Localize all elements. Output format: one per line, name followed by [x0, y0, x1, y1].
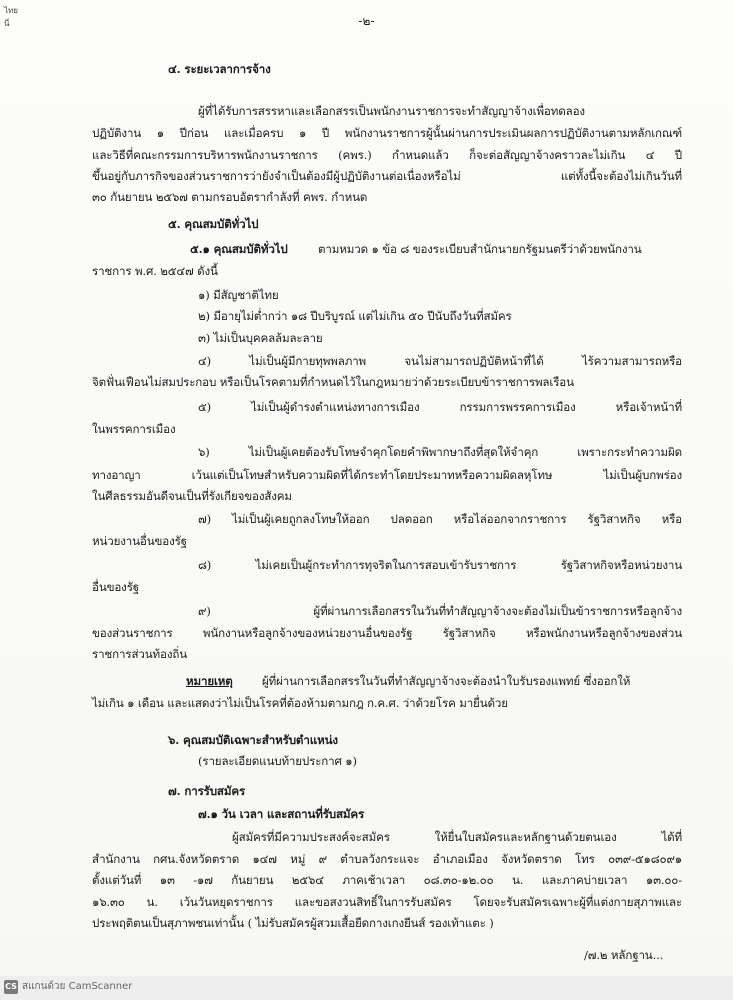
qualification-item-cont: ของส่วนราชการ พนักงานหรือลูกจ้างของหน่วยงานอื่นของรัฐ รัฐวิสาหกิจ หรือพนักงานหรือลูกจ้างของส่วน — [92, 626, 682, 640]
page-number: -๒- — [358, 14, 375, 28]
qualification-item: ๔) ไม่เป็นผู้มีกายทุพพลภาพ จนไม่สามารถปฏิบัติหน้าที่ได้ ไร้ความสามารถหรือ — [198, 354, 682, 368]
section7-line: ๑๖.๓๐ น. เว้นวันหยุดราชการ และขอสงวนสิทธิ์ในการรับสมัคร โดยจะรับสมัครเฉพาะผู้ที่แต่งกายสุภาพและ — [92, 895, 682, 909]
section7-line: ประพฤติตนเป็นสุภาพชนเท่านั้น ( ไม่รับสมัครผู้สวมเสื้อยืดกางเกงยีนส์ รองเท้าแตะ ) — [92, 916, 494, 930]
qualification-item: ๒) มีอายุไม่ต่ำกว่า ๑๘ ปีบริบูรณ์ แต่ไม่เกิน ๕๐ ปีนับถึงวันที่สมัคร — [198, 309, 512, 323]
qualification-item: ๙) ผู้ที่ผ่านการเลือกสรรในวันที่ทำสัญญาจ้างจะต้องไม่เป็นข้าราชการหรือลูกจ้าง — [198, 604, 682, 618]
qualification-item: ๖) ไม่เป็นผู้เคยต้องรับโทษจำคุกโดยคำพิพากษาถึงที่สุดให้จำคุก เพราะกระทำความผิด — [198, 445, 682, 459]
section7-1-heading: ๗.๑ วัน เวลา และสถานที่รับสมัคร — [198, 807, 365, 821]
section6-detail: (รายละเอียดแนบท้ายประกาศ ๑) — [198, 754, 357, 768]
note-label: หมายเหตุ — [186, 674, 233, 688]
continuation-marker: /๗.๒ หลักฐาน... — [584, 948, 664, 962]
qualification-item-cont: อื่นของรัฐ — [92, 580, 140, 594]
section4-line: ขึ้นอยู่กับภารกิจของส่วนราชการว่ายังจำเป็นต้องมีผู้ปฏิบัติงานต่อเนื่องหรือไม่ แต่ทั้งนี้จะต้องไม่เกินวันที่ — [92, 169, 682, 183]
section6-heading: ๖. คุณสมบัติเฉพาะสำหรับตำแหน่ง — [168, 733, 338, 747]
section5-1-intro: ตามหมวด ๑ ข้อ ๘ ของระเบียบสำนักนายกรัฐมนตรีว่าด้วยพนักงาน — [318, 242, 642, 256]
section4-heading: ๔. ระยะเวลาการจ้าง — [168, 62, 271, 76]
qualification-item: ๗) ไม่เป็นผู้เคยถูกลงโทษให้ออก ปลดออก หรือไล่ออกจากราชการ รัฐวิสาหกิจ หรือ — [198, 512, 682, 526]
qualification-item-cont: หน่วยงานอื่นของรัฐ — [92, 534, 187, 548]
section7-line: สำนักงาน กศน.จังหวัดตราด ๑๔๗ หมู่ ๙ ตำบลวังกระแจะ อำเภอเมือง จังหวัดตราด โทร ๐๓๙-๕๑๘๐๙๑ — [92, 852, 682, 866]
section5-heading: ๕. คุณสมบัติทั่วไป — [168, 217, 259, 231]
section7-line: ผู้สมัครที่มีความประสงค์จะสมัคร ให้ยื่นใบสมัครและหลักฐานด้วยตนเอง ได้ที่ — [232, 830, 682, 844]
section4-line: ๓๐ กันยายน ๒๕๖๗ ตามกรอบอัตรากำลังที่ คพร. กำหนด — [92, 190, 368, 204]
qualification-item: ๕) ไม่เป็นผู้ดำรงตำแหน่งทางการเมือง กรรมการพรรคการเมือง หรือเจ้าหน้าที่ — [198, 400, 682, 414]
qualification-item: ๓) ไม่เป็นบุคคลล้มละลาย — [198, 331, 323, 345]
qualification-item-cont: จิตฟั่นเฟือนไม่สมประกอบ หรือเป็นโรคตามที่กำหนดไว้ในกฎหมายว่าด้วยระเบียบข้าราชการพลเรือน — [92, 375, 574, 389]
corner-mark: ไทยนี่ — [4, 6, 18, 28]
qualification-item: ๘) ไม่เคยเป็นผู้กระทำการทุจริตในการสอบเข้ารับราชการ รัฐวิสาหกิจหรือหน่วยงาน — [198, 558, 682, 572]
note-text: ผู้ที่ผ่านการเลือกสรรในวันที่ทำสัญญาจ้างจะต้องนำใบรับรองแพทย์ ซึ่งออกให้ — [262, 674, 631, 688]
qualification-item: ๑) มีสัญชาติไทย — [198, 288, 279, 302]
section7-heading: ๗. การรับสมัคร — [168, 784, 246, 798]
section4-line: และวิธีที่คณะกรรมการบริหารพนักงานราชการ (คพร.) กำหนดแล้ว ก็จะต่อสัญญาจ้างคราวละไม่เกิน ๔ ปี — [92, 148, 682, 162]
section4-line: ปฏิบัติงาน ๑ ปีก่อน และเมื่อครบ ๑ ปี พนักงานราชการผู้นั้นผ่านการประเมินผลการปฏิบัติงานตามหลักเกณฑ์ — [92, 126, 682, 140]
section7-line: ตั้งแต่วันที่ ๑๓ -๑๗ กันยายน ๒๕๖๔ ภาคเช้าเวลา ๐๘.๓๐-๑๒.๐๐ น. และภาคบ่ายเวลา ๑๓.๐๐- — [92, 873, 682, 887]
camscanner-logo-icon: CS — [4, 980, 18, 994]
qualification-item-cont: ราชการส่วนท้องถิ่น — [92, 647, 187, 661]
scanner-watermark: สแกนด้วย CamScanner — [22, 981, 133, 992]
note-text-cont: ไม่เกิน ๑ เดือน และแสดงว่าไม่เป็นโรคที่ต้องห้ามตามกฎ ก.ค.ศ. ว่าด้วยโรค มายื่นด้วย — [92, 696, 508, 710]
section4-line: ผู้ที่ได้รับการสรรหาและเลือกสรรเป็นพนักงานราชการจะทำสัญญาจ้างเพื่อทดลอง — [198, 104, 585, 118]
qualification-item-cont: ในพรรคการเมือง — [92, 422, 176, 436]
qualification-item-cont: ทางอาญา เว้นแต่เป็นโทษสำหรับความผิดที่ได้กระทำโดยประมาทหรือความผิดลหุโทษ ไม่เป็นผู้บกพร่อง — [92, 468, 682, 482]
section5-1-intro-cont: ราชการ พ.ศ. ๒๕๔๗ ดังนี้ — [92, 264, 218, 278]
section5-1-heading: ๕.๑ คุณสมบัติทั่วไป — [190, 242, 288, 256]
qualification-item-cont: ในศีลธรรมอันดีจนเป็นที่รังเกียจของสังคม — [92, 489, 292, 503]
